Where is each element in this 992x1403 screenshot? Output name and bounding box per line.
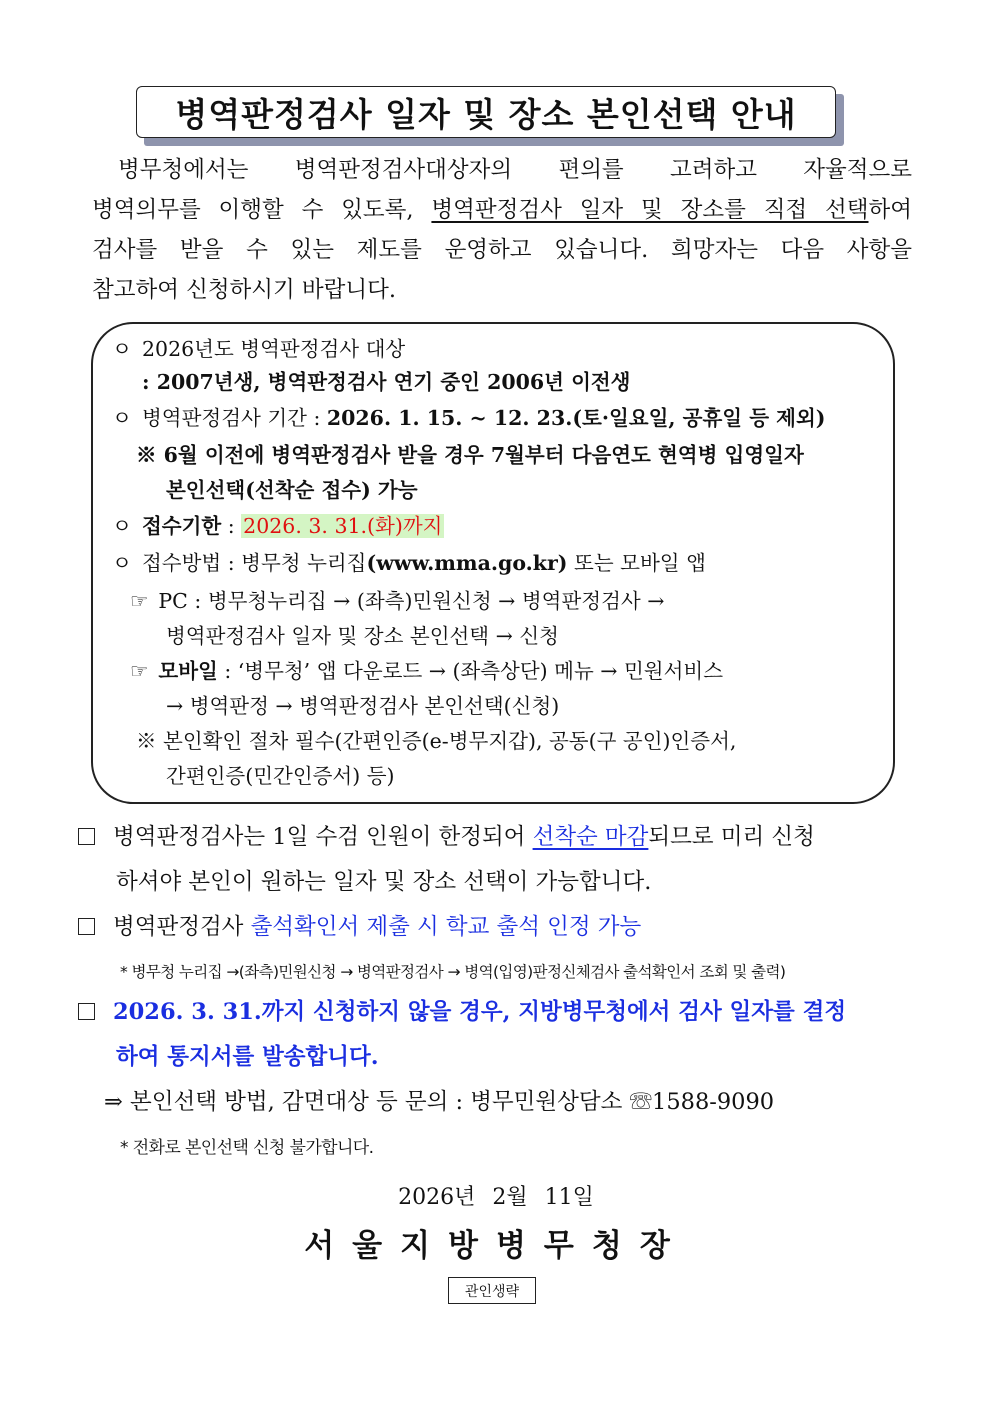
section-1-line-1 [78,820,815,854]
deadline-label: 접수기한 [142,514,222,538]
checkbox-square-icon [78,828,95,845]
title-banner [136,86,836,138]
deadline-sep: : [221,514,242,538]
note2-line-1: ※ 본인확인 절차 필수(간편인증(e-병무지갑), 공동(구 공인)인증서, [136,729,737,753]
section-2-highlight: 출석확인서 제출 시 학교 출석 인정 가능 [250,914,642,940]
pointing-hand-icon: ☞ [130,659,149,683]
checkbox-square-icon [78,1003,95,1020]
mobile-line-1: : ‘병무청’ 앱 다운로드 → (좌측상단) 메뉴 → 민원서비스 [217,659,724,683]
intro-line-1: 병무청에서는 병역판정검사대상자의 편의를 고려하고 자율적으로 [118,157,912,183]
deadline-row [112,511,444,541]
method-label: 접수방법 : 병무청 누리집 [142,551,367,575]
pc-line-2: 병역판정검사 일자 및 장소 본인선택 → 신청 [166,624,559,648]
target-label: 2026년도 병역판정검사 대상 [142,337,406,361]
phone-note: * 전화로 본인선택 신청 불가합니다. [120,1138,374,1158]
issuing-organization: 서울지방병무청장 [304,1228,688,1264]
section-2-pre: 병역판정검사 [113,914,251,940]
mobile-label: 모바일 [158,659,218,683]
target-row [112,334,405,364]
intro-line-3: 검사를 받을 수 있는 제도를 운영하고 있습니다. 희망자는 다음 사항을 [92,237,912,263]
bullet-icon: ㅇ [112,551,132,575]
period-label: 병역판정검사 기간 : [142,406,327,430]
intro-line-2-post: 하여 [868,197,912,223]
pc-label: PC [158,589,188,613]
document-date: 2026년 2월 11일 [398,1185,594,1210]
section-2-note: * 병무청 누리집 →(좌측)민원신청 → 병역판정검사 → 병역(입영)판정신체검사 출석확인서 조회 및 출력) [120,963,786,981]
seal-omitted-box: 관인생략 [448,1277,536,1304]
section-1-post: 되므로 미리 신청 [648,824,815,850]
section-2-line [78,910,641,944]
note1-line-1: ※ 6월 이전에 병역판정검사 받을 경우 7월부터 다음연도 현역병 입영일자 [136,443,804,467]
page-title: 병역판정검사 일자 및 장소 본인선택 안내 [136,86,836,138]
section-3-line-1 [78,995,846,1029]
bullet-icon: ㅇ [112,514,132,538]
note1-line-2: 본인선택(선착순 접수) 가능 [166,478,418,502]
bullet-icon: ㅇ [112,406,132,430]
target-value: : 2007년생, 병역판정검사 연기 중인 2006년 이전생 [142,370,631,394]
period-row [112,403,825,433]
intro-line-4: 참고하여 신청하시기 바랍니다. [92,277,397,303]
mobile-line-2: → 병역판정 → 병역판정검사 본인선택(신청) [166,694,560,718]
intro-paragraph [92,150,912,310]
inquiry-line: ⇒ 본인선택 방법, 감면대상 등 문의 : 병무민원상담소 ☏1588-9090 [104,1089,775,1115]
checkbox-square-icon [78,918,95,935]
section-3-line-2: 하여 통지서를 발송합니다. [116,1044,379,1070]
pointing-hand-icon: ☞ [130,589,149,613]
method-url: (www.mma.go.kr) [366,551,568,575]
pc-row [130,586,664,616]
section-1-line-2: 하셔야 본인이 원하는 일자 및 장소 선택이 가능합니다. [116,869,652,895]
intro-line-2 [92,190,912,230]
period-value: 2026. 1. 15. ~ 12. 23.(토·일요일, 공휴일 등 제외) [326,406,826,430]
note2-line-2: 간편인증(민간인증서) 등) [166,764,395,788]
method-row [112,548,706,578]
deadline-value: 2026. 3. 31.(화)까지 [243,514,443,538]
section-3-text-1: 2026. 3. 31.까지 신청하지 않을 경우, 지방병무청에서 검사 일자를 결정 [113,999,847,1025]
pc-line-1: : 병무청누리집 → (좌측)민원신청 → 병역판정검사 → [187,589,665,613]
intro-line-2-pre: 병역의무를 이행할 수 있도록, [92,197,432,223]
section-1-highlight: 선착순 마감 [532,824,649,850]
method-post: 또는 모바일 앱 [567,551,706,575]
bullet-icon: ㅇ [112,337,132,361]
mobile-row [130,656,723,686]
section-1-pre: 병역판정검사는 1일 수검 인원이 한정되어 [113,824,533,850]
intro-underlined-phrase: 병역판정검사 일자 및 장소를 직접 선택 [431,197,869,223]
